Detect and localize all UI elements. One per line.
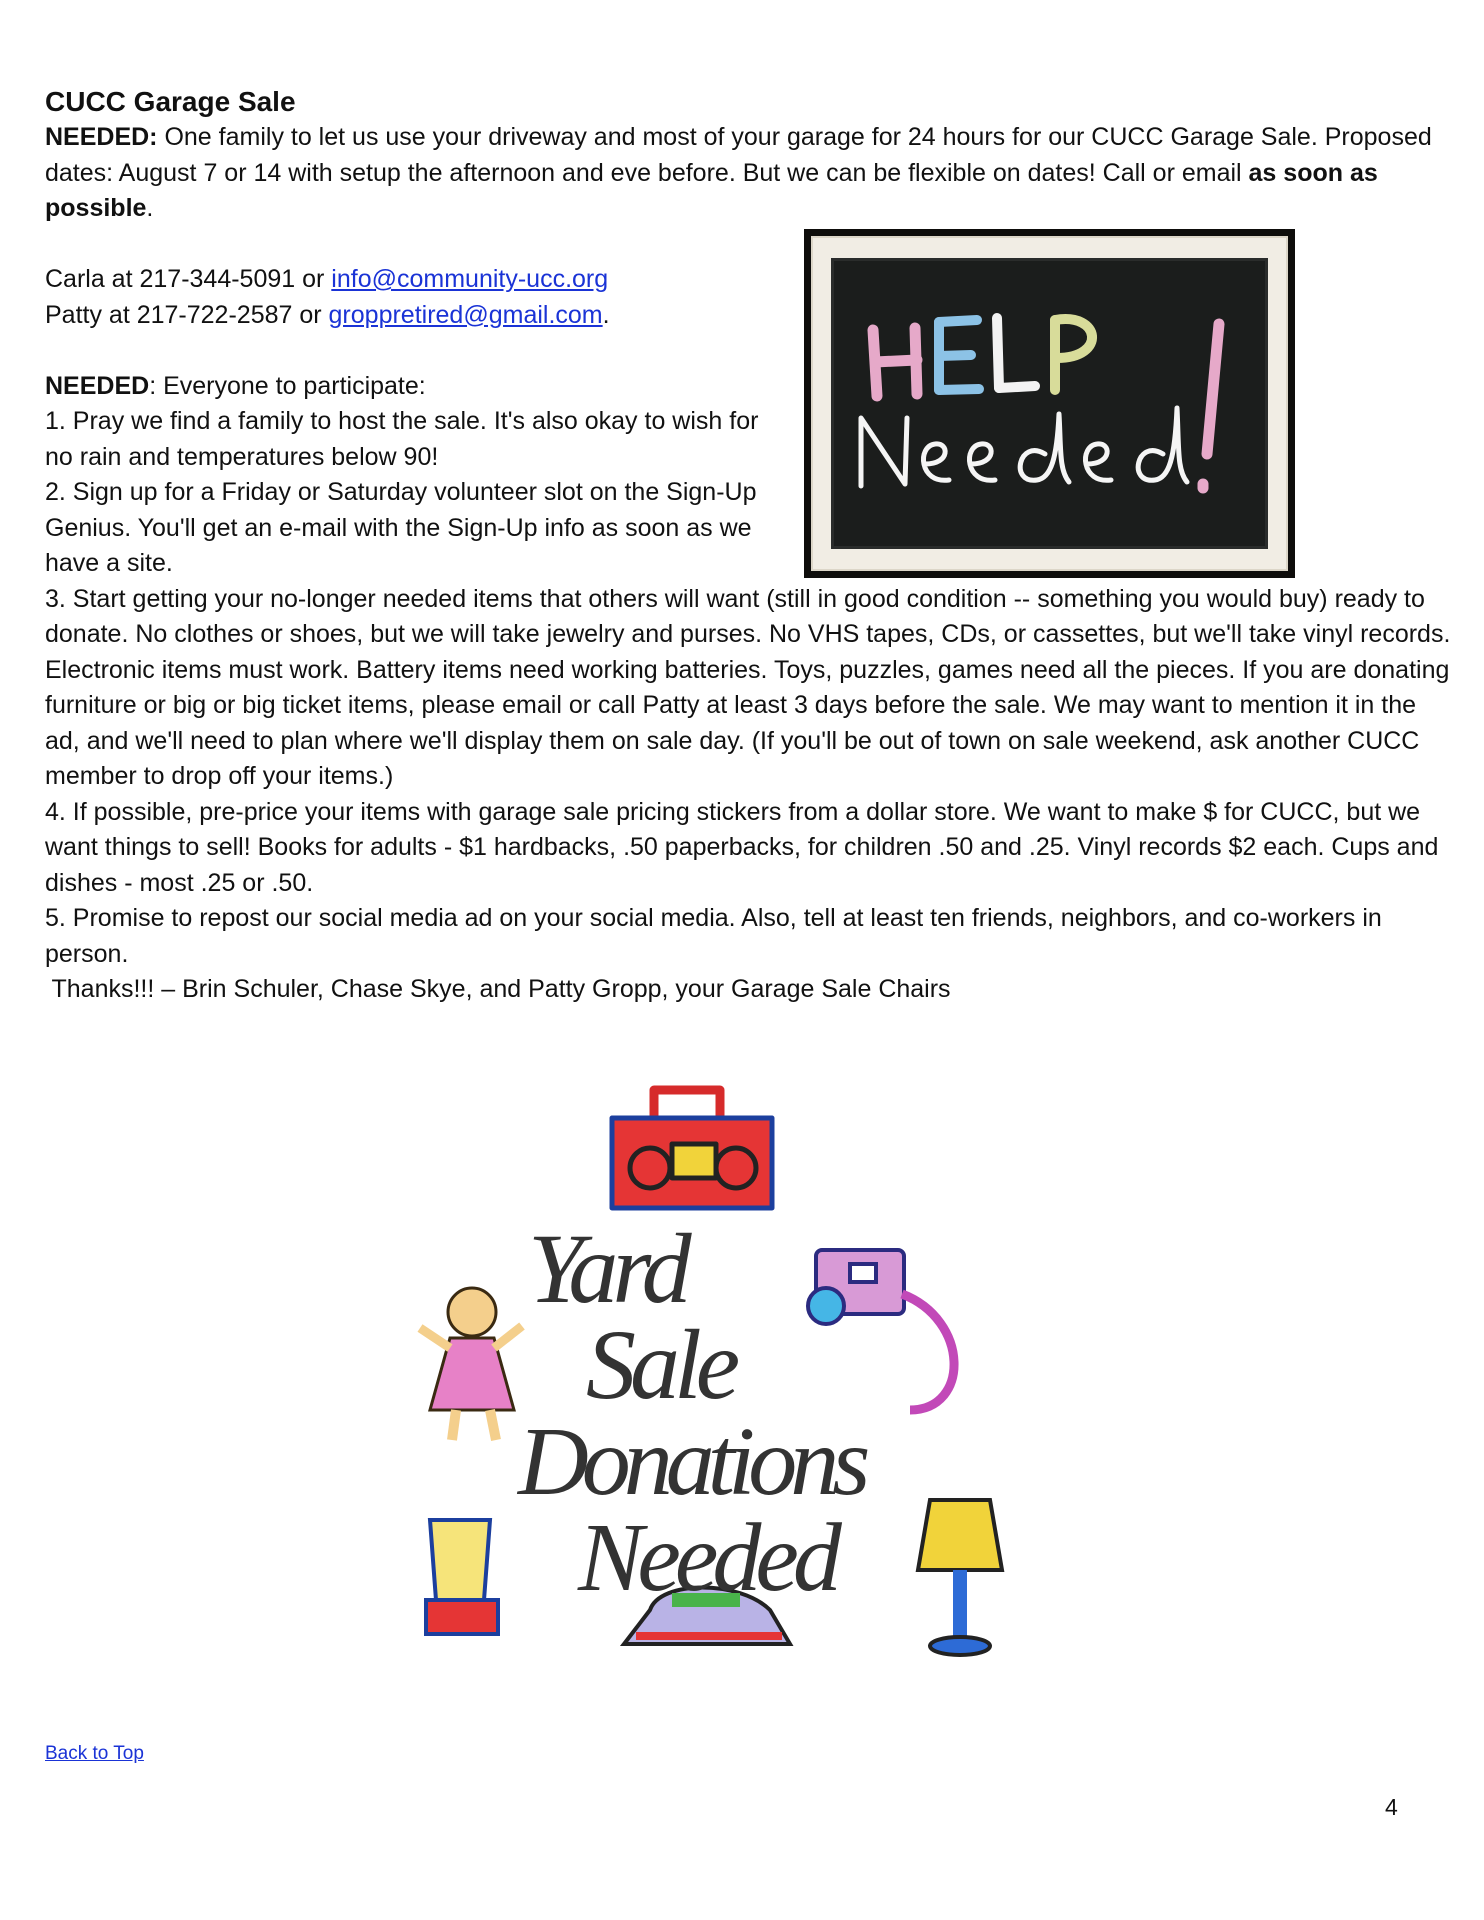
thanks-line: Thanks!!! – Brin Schuler, Chase Skye, and Patty Gropp, your Garage Sale Chairs	[45, 975, 951, 1003]
intro-paragraph	[45, 120, 1455, 227]
sale-word: Sale	[586, 1309, 735, 1420]
contact-patty-suffix: .	[602, 300, 610, 329]
list-item: 1. Pray we find a family to host the sale. It's also okay to wish for no rain and temperatures below 90!	[45, 407, 759, 471]
page-title: CUCC Garage Sale	[45, 86, 296, 117]
email-link-info[interactable]: info@community-ucc.org	[331, 265, 609, 293]
donations-word: Donations	[518, 1408, 864, 1516]
contact-carla-text: Carla at 217-344-5091 or	[45, 265, 332, 293]
yard-sale-donations-image	[410, 1080, 1110, 1690]
needed-everyone-label: NEEDED	[45, 371, 150, 400]
list-item: 3. Start getting your no-longer needed items that others will want (still in good condition -- something you would buy) ready to donate. No clothes or shoes, but we will take jewelry and purses. No VHS tapes, CDs, or cassettes, but we'll take vinyl records. Electronic items must work. Battery items need working batteries. Toys, puzzles, games need all the pieces. If you are donating furniture or big or big ticket items, please email or call Patty at least 3 days before the sale. We may want to mention it in the ad, and we'll need to plan where we'll display them on sale day. (If you'll be out of town on sale weekend, ask another CUCC member to drop off your items.)	[45, 584, 1451, 790]
list-item: 2. Sign up for a Friday or Saturday volunteer slot on the Sign-Up Genius. You'll get an e-mail with the Sign-Up info as soon as we have a site.	[45, 478, 757, 577]
yard-word: Yard	[528, 1213, 686, 1324]
article-body	[45, 120, 1455, 1008]
email-link-gropp[interactable]: groppretired@gmail.com	[328, 300, 603, 329]
intro-text: One family to let us use your driveway and most of your garage for 24 hours for our CUCC Garage Sale. Proposed dates: August 7 or 14 with setup the afternoon and eve before. But we can be flexible on dates! Call or email	[45, 123, 1432, 187]
camera-icon	[808, 1250, 954, 1410]
doll-icon	[420, 1288, 522, 1440]
intro-end: .	[146, 194, 154, 222]
page-number: 4	[1385, 1794, 1398, 1820]
list-item: 4. If possible, pre-price your items with garage sale pricing stickers from a dollar store. We want to make $ for CUCC, but we want things to sell! Books for adults - $1 hardbacks, .50 paperbacks, for children .50 and .25. Vinyl records $2 each. Cups and dishes - most .25 or .50.	[45, 797, 1439, 897]
needed-everyone-text: : Everyone to participate:	[149, 371, 426, 400]
blender-icon	[426, 1520, 498, 1634]
boombox-icon	[612, 1090, 772, 1208]
intro-emphasis: as soon as possible	[45, 158, 1378, 222]
chalkboard-art	[831, 258, 1268, 549]
needed-label: NEEDED:	[45, 123, 158, 151]
lamp-icon	[918, 1500, 1002, 1655]
help-needed-image	[804, 229, 1295, 578]
needed-word: Needed	[578, 1504, 836, 1612]
contact-patty-text: Patty at 217-722-2587 or	[45, 300, 329, 329]
back-to-top-link[interactable]: Back to Top	[45, 1743, 144, 1764]
list-item: 5. Promise to repost our social media ad on your social media. Also, tell at least ten friends, neighbors, and co-workers in person.	[45, 904, 1382, 968]
